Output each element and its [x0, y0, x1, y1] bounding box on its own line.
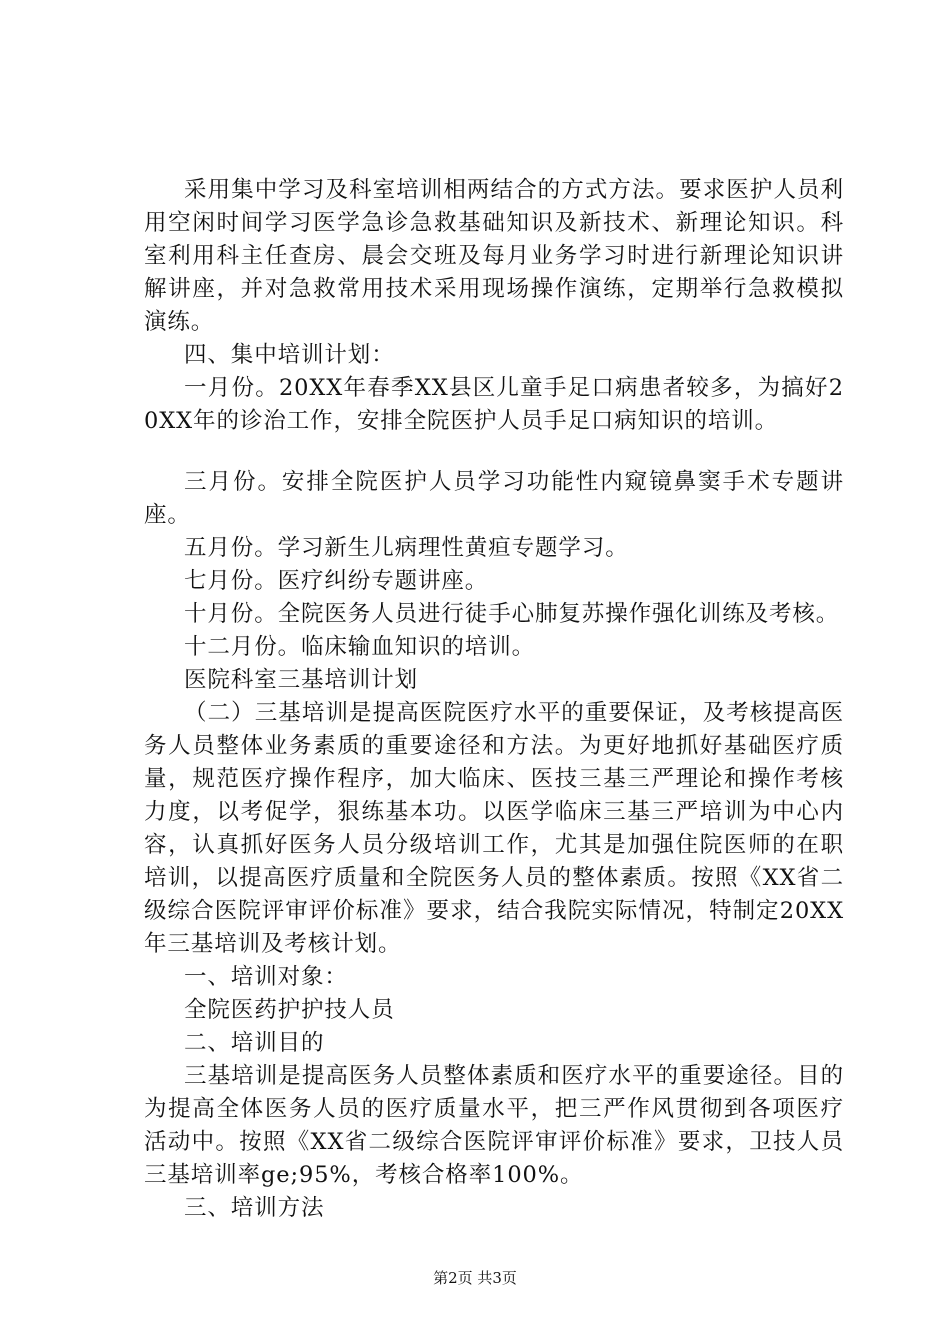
paragraph-may: 五月份。学习新生儿病理性黄疸专题学习。 [184, 535, 629, 561]
heading-training-method: 三、培训方法 [184, 1195, 325, 1221]
page-number: 第2页 共3页 [433, 1269, 517, 1287]
paragraph-march: 三月份。安排全院医护人员学习功能性内窥镜鼻窦手术专题讲座。 [144, 469, 844, 528]
heading-training-purpose: 二、培训目的 [184, 1030, 325, 1056]
paragraph-three-basics-intro: （二）三基培训是提高医院医疗水平的重要保证，及考核提高医务人员整体业务素质的重要途径和方法。为更好地抓好基础医疗质量，规范医疗操作程序，加大临床、医技三基三严理论和操作考核力度，以考促学，狠练基本功。以医学临床三基三严培训为中心内容，认真抓好医务人员分级培训工作，尤其是加强住院医师的在职培训，以提高医疗质量和全院医务人员的整体素质。按照《XX省二级综合医院评审评价标准》要求，结合我院实际情况，特制定20XX年三基培训及考核计划。 [144, 700, 844, 957]
heading-training-targets: 一、培训对象： [184, 964, 348, 990]
heading-centralized-plan: 四、集中培训计划： [184, 342, 395, 368]
document-body [144, 174, 844, 1225]
section-title: 医院科室三基培训计划 [184, 667, 419, 693]
paragraph-july: 七月份。医疗纠纷专题讲座。 [184, 568, 489, 594]
paragraph-october: 十月份。全院医务人员进行徒手心肺复苏操作强化训练及考核。 [184, 601, 840, 627]
paragraph-december: 十二月份。临床输血知识的培训。 [184, 634, 536, 660]
paragraph-training-methods: 采用集中学习及科室培训相两结合的方式方法。要求医护人员利用空闲时间学习医学急诊急救基础知识及新技术、新理论知识。科室利用科主任查房、晨会交班及每月业务学习时进行新理论知识讲解讲座，并对急救常用技术采用现场操作演练，定期举行急救模拟演练。 [144, 177, 844, 335]
paragraph-january: 一月份。20XX年春季XX县区儿童手足口病患者较多，为搞好20XX年的诊治工作，安排全院医护人员手足口病知识的培训。 [144, 375, 844, 434]
paragraph-training-purpose: 三基培训是提高医务人员整体素质和医疗水平的重要途径。目的为提高全体医务人员的医疗质量水平，把三严作风贯彻到各项医疗活动中。按照《XX省二级综合医院评审评价标准》要求，卫技人员三基培训率ge;95%，考核合格率100%。 [144, 1063, 844, 1188]
paragraph-training-targets: 全院医药护护技人员 [184, 997, 395, 1023]
